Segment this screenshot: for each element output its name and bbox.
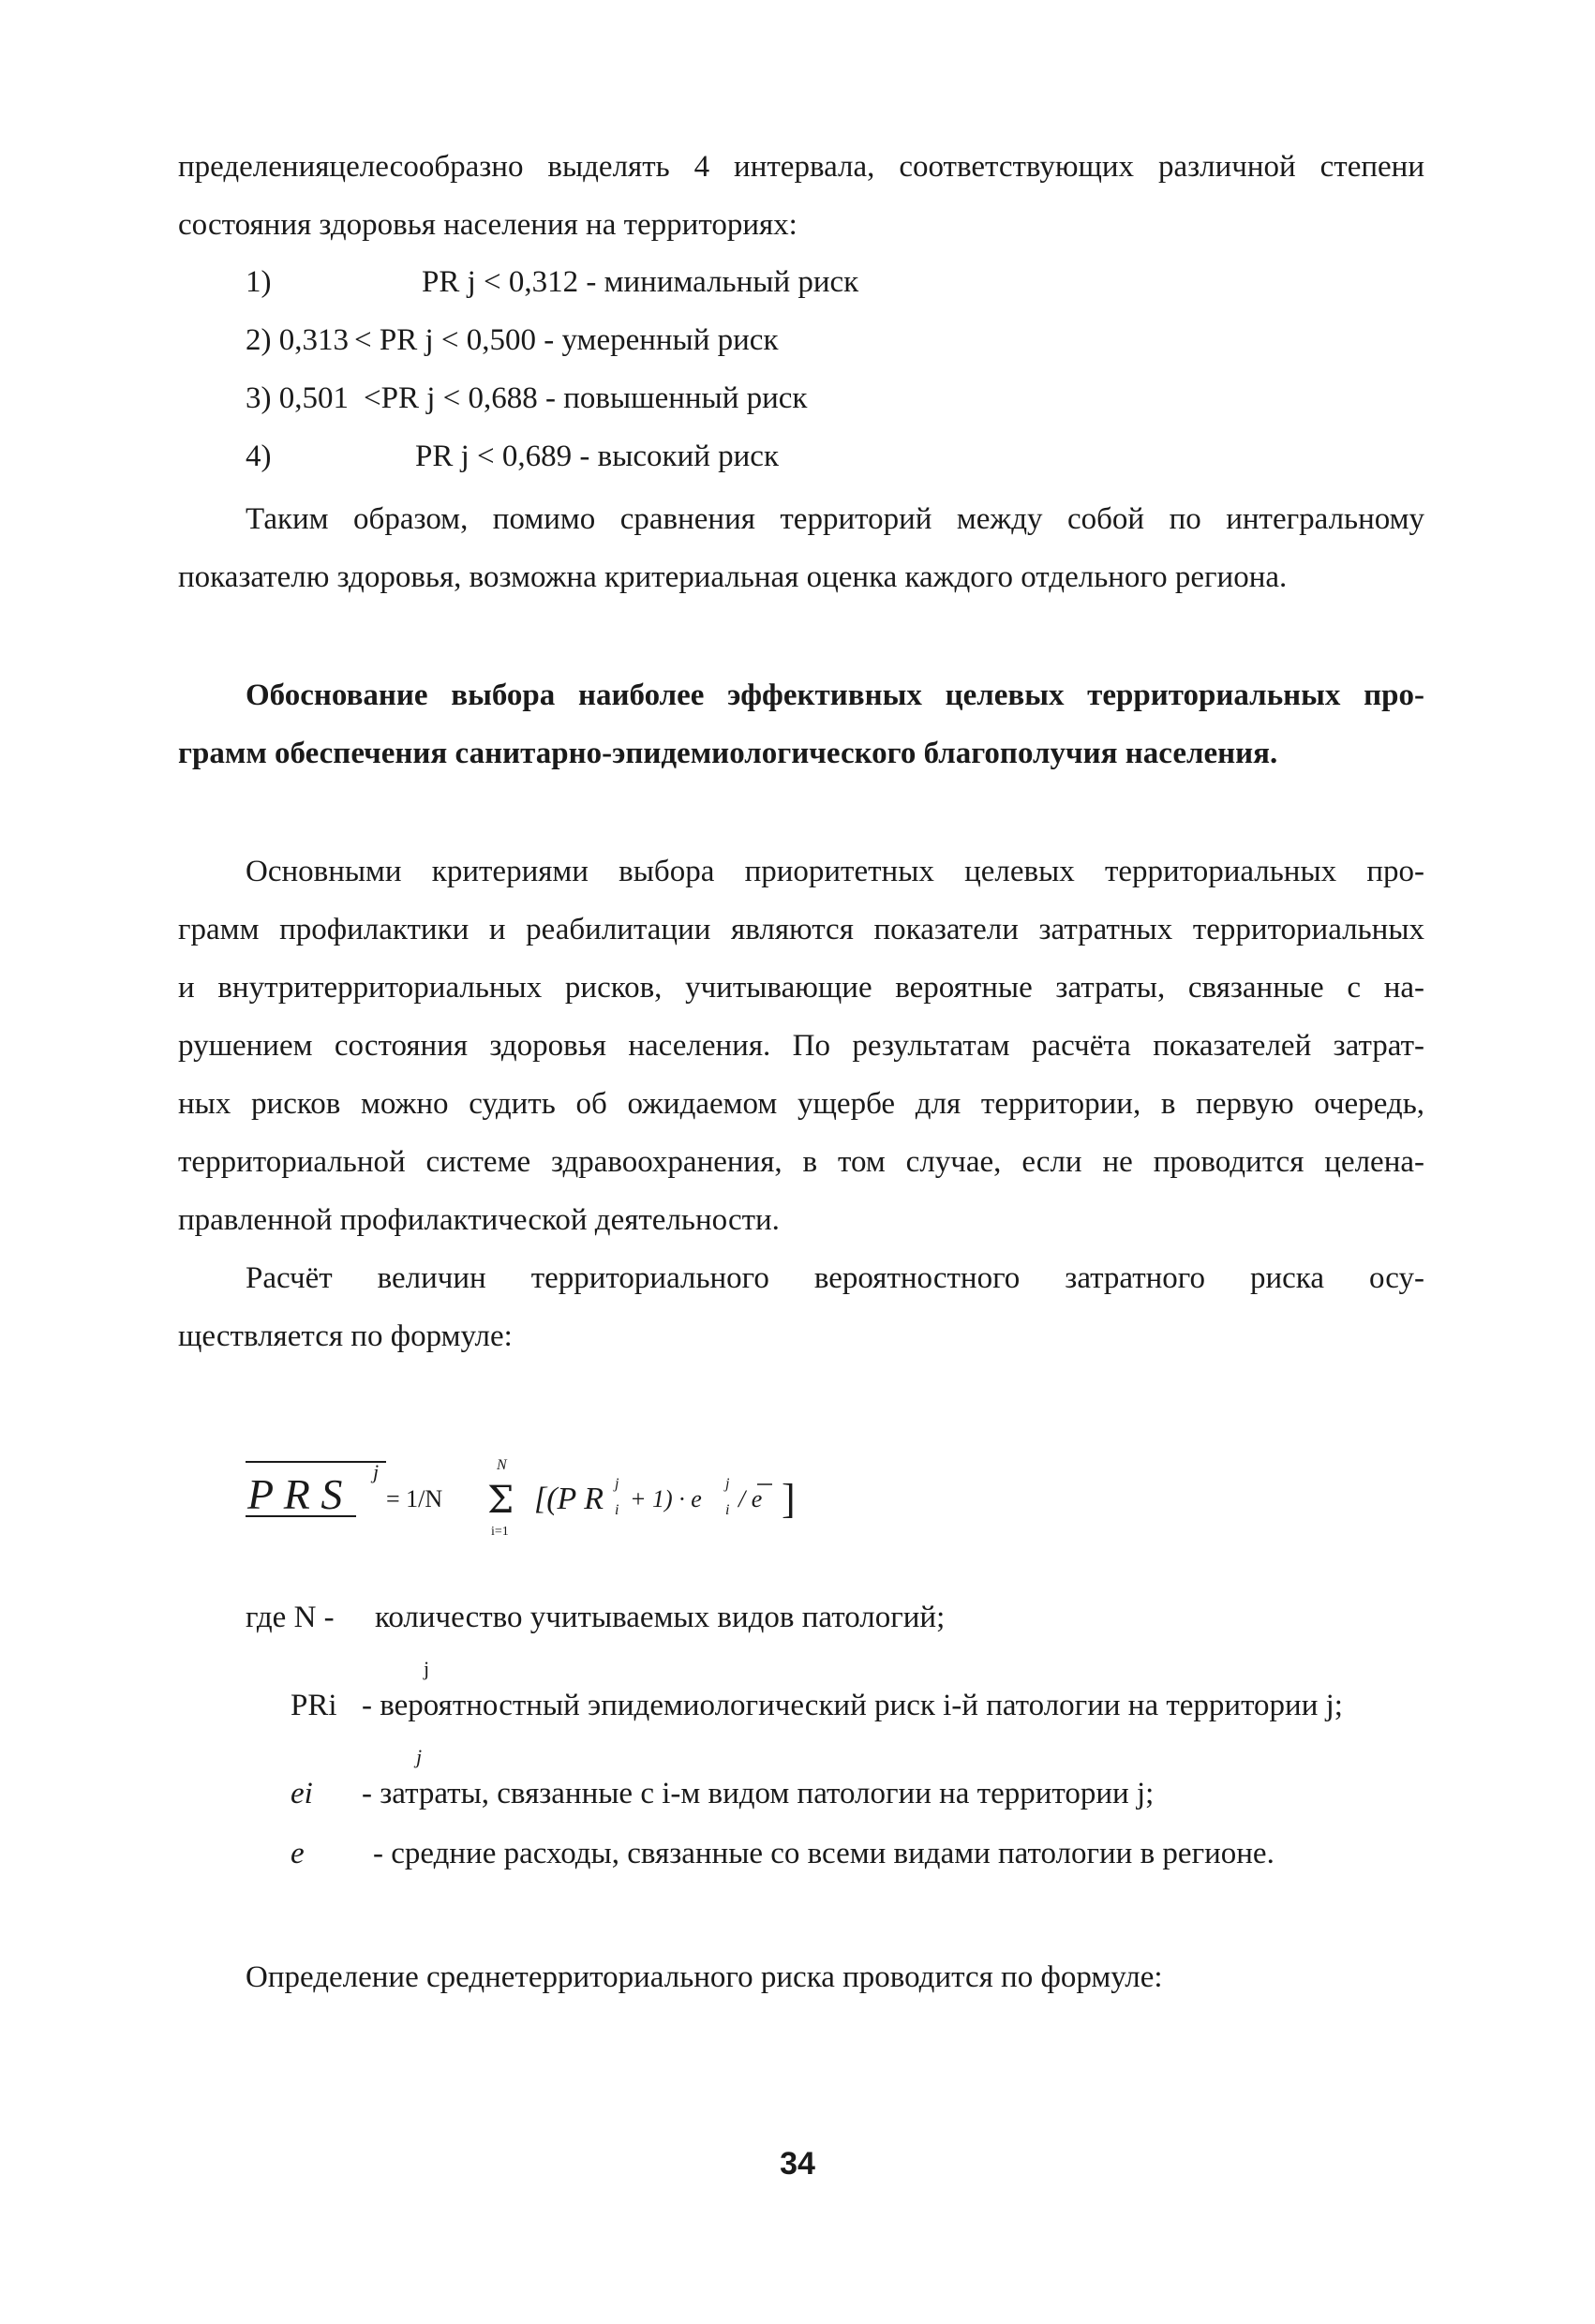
para3-line-2: ществляется по формуле: (178, 1319, 513, 1353)
section-heading-line-2: грамм обеспечения санитарно-эпидемиологического благополучия населения. (178, 737, 1278, 770)
legend-pr: PRi (291, 1689, 337, 1722)
para4: Определение среднетерриториального риска проводится по формуле: (246, 1960, 1163, 1994)
para3-line-1: Расчёт величин территориального вероятностного затратного риска осу- (246, 1261, 1424, 1295)
page-number: 34 (780, 2146, 815, 2182)
interval-1-condition: PR j < 0,312 - минимальный риск (422, 265, 859, 299)
para2-line-6: территориальной системе здравоохранения, в том случае, если не проводится целена- (178, 1145, 1424, 1179)
legend-ebar-desc: - средние расходы, связанные со всеми видами патологии в регионе. (373, 1837, 1275, 1870)
formula-divisor: / e (738, 1485, 763, 1512)
formula-plus-term: + 1) · e (630, 1485, 702, 1512)
interval-1-number: 1) (246, 265, 272, 299)
interval-3-number: 3) 0,501 (246, 381, 349, 415)
para2-line-5: ных рисков можно судить об ожидаемом ущербе для территории, в первую очередь, (178, 1087, 1424, 1121)
legend-e-desc: - затраты, связанные с i-м видом патологии на территории j; (362, 1777, 1155, 1810)
formula-sum-top: N (497, 1457, 507, 1473)
legend-e: ei (291, 1777, 313, 1810)
formula-sum-icon: Σ (487, 1479, 514, 1522)
formula-lhs: P R S (247, 1470, 343, 1518)
para2-line-1: Основными критериями выбора приоритетных целевых территориальных про- (246, 855, 1424, 888)
para1-line-2: показателю здоровья, возможна критериальная оценка каждого отдельного региона. (178, 560, 1288, 594)
para2-line-3: и внутритерриториальных рисков, учитывающие вероятные затраты, связанные с на- (178, 971, 1424, 1005)
interval-4-number: 4) (246, 439, 272, 473)
formula-e-sup: j (725, 1476, 730, 1492)
para2-line-4: рушением состояния здоровья населения. По результатам расчёта показателей затрат- (178, 1029, 1424, 1063)
interval-2-condition: < PR j < 0,500 - умеренный риск (354, 323, 779, 357)
para1-line-1: Таким образом, помимо сравнения территорий между собой по интегральному (246, 502, 1424, 536)
formula-sum-bottom: i=1 (491, 1525, 509, 1539)
formula-body-sup: j (615, 1476, 619, 1492)
formula-lhs-sup: j (373, 1460, 380, 1483)
para2-line-7: правленной профилактической деятельности. (178, 1203, 780, 1237)
formula-body-sub: i (615, 1502, 619, 1518)
formula-body: [(P R (534, 1482, 604, 1516)
intro-line-2: состояния здоровья населения на территориях: (178, 208, 798, 242)
legend-pr-desc: - вероятностный эпидемиологический риск i-й патологии на территории j; (362, 1689, 1343, 1722)
para2-line-2: грамм профилактики и реабилитации являются показатели затратных территориальных (178, 913, 1424, 946)
risk-formula (246, 1451, 845, 1554)
legend-e-sup: j (416, 1745, 423, 1768)
section-heading-line-1: Обоснование выбора наиболее эффективных целевых территориальных про- (246, 678, 1424, 712)
formula-e-sub: i (725, 1502, 730, 1518)
legend-pr-sup: j (424, 1657, 430, 1680)
formula-coefficient: = 1/N (386, 1485, 443, 1512)
formula-close-bracket: ] (782, 1476, 796, 1522)
intro-line-1: пределенияцелесообразно выделять 4 интервала, соответствующих различной степени (178, 150, 1424, 184)
interval-4-condition: PR j < 0,689 - высокий риск (415, 439, 779, 473)
interval-2-number: 2) 0,313 (246, 323, 349, 357)
interval-3-condition: <PR j < 0,688 - повышенный риск (364, 381, 808, 415)
legend-ebar: e (291, 1837, 305, 1870)
legend-where: где N - (246, 1601, 335, 1634)
legend-n-desc: количество учитываемых видов патологий; (375, 1601, 946, 1634)
